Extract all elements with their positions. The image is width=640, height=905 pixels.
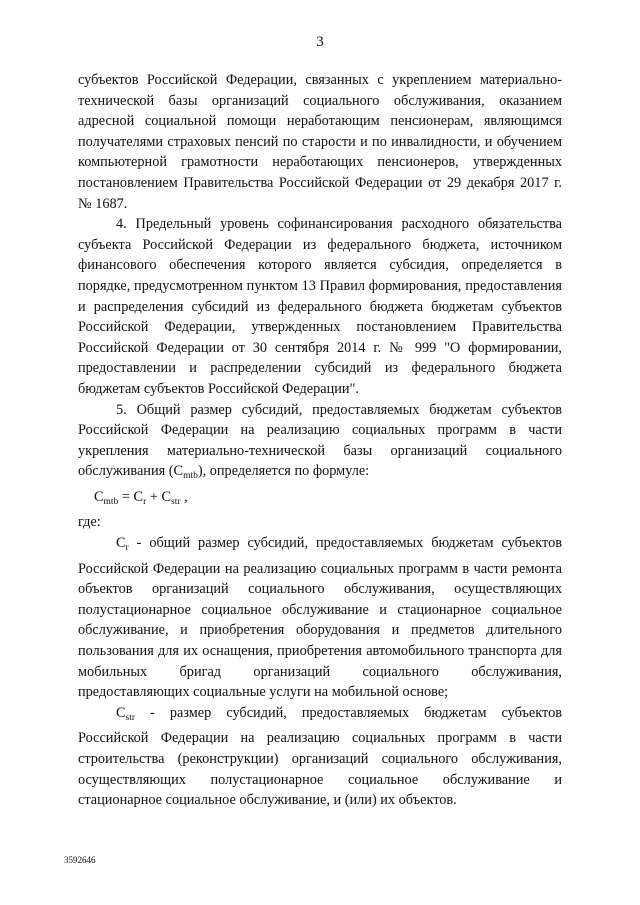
definition-cr-subscript: r xyxy=(125,543,129,554)
symbol-subscript: mtb xyxy=(183,471,198,482)
formula-term-1-subscript: r xyxy=(143,496,147,507)
definition-cr-text: - общий размер субсидий, предоставляемых бюджетам субъектов Российской Федерации на реализацию социальных программ в части ремонта объектов организаций социального обслуживания, осуществляющих полустационарное социальное обслуживание и стационарное социальное обслуживание, и приобретения оборудования и предметов длительного пользования для их оснащения, приобретения автомобильного транспорта для мобильных бригад организаций социального обслуживания, предоставляющих социальные услуги на мобильной основе; xyxy=(78,535,562,701)
definition-cstr-text: - размер субсидий, предоставляемых бюджетам субъектов Российской Федерации на реализацию социальных программ в части строительства (реконструкции) организаций социального обслуживания, осуществляющих полустационарное социальное обслуживание и стационарное социальное обслуживание, и (или) их объектов. xyxy=(78,704,562,809)
definition-cr-symbol: С xyxy=(116,535,126,552)
document-body xyxy=(78,70,562,811)
formula-term-2: С xyxy=(161,488,172,505)
paragraph-3-text-before: 5. Общий размер субсидий, предоставляемых бюджетам субъектов Российской Федерации на реализацию социальных программ в части укрепления материально-технической базы организаций социального обслуживания ( xyxy=(78,401,562,480)
formula-lhs: С xyxy=(94,488,104,505)
paragraph-3 xyxy=(78,400,562,487)
page-number: 3 xyxy=(316,34,324,50)
definition-cstr-symbol: С xyxy=(116,704,126,721)
paragraph-3-text-after: ), определяется по формуле: xyxy=(197,463,370,480)
definition-cstr-subscript: str xyxy=(125,712,136,723)
formula-term-1: С xyxy=(133,488,144,505)
formula xyxy=(78,487,562,513)
formula-equals: = xyxy=(118,488,134,505)
definition-cr xyxy=(78,533,562,703)
footer-document-code: 3592646 xyxy=(64,855,96,865)
definition-cstr xyxy=(78,703,562,811)
where-label: где: xyxy=(78,514,101,531)
paragraph-2: 4. Предельный уровень софинансирования расходного обязательства субъекта Российской Федерации из федерального бюджета, источником финансового обеспечения которого является субсидия, определяется в порядке, предусмотренном пунктом 13 Правил формирования, предоставления и распределения субсидий из федерального бюджета бюджетам субъектов Российской Федерации, утвержденных постановлением Правительства Российской Федерации от 30 сентября 2014 г. № 999 "О формировании, предоставлении и распределении субсидий из федерального бюджета бюджетам субъектов Российской Федерации". xyxy=(78,216,562,397)
formula-plus: + xyxy=(146,488,162,505)
paragraph-1: субъектов Российской Федерации, связанных с укреплением материально-технической базы организаций социального обслуживания, оказанием адресной социальной помощи неработающим пенсионерам, являющимся получателями страховых пенсий по старости и по инвалидности, и обучением компьютерной грамотности неработающих пенсионеров, утвержденных постановлением Правительства Российской Федерации от 29 декабря 2017 г. № 1687. xyxy=(78,72,562,212)
formula-end: , xyxy=(180,488,188,505)
symbol-c: С xyxy=(173,463,184,480)
formula-term-2-subscript: str xyxy=(171,496,181,507)
formula-lhs-subscript: mtb xyxy=(103,496,119,507)
